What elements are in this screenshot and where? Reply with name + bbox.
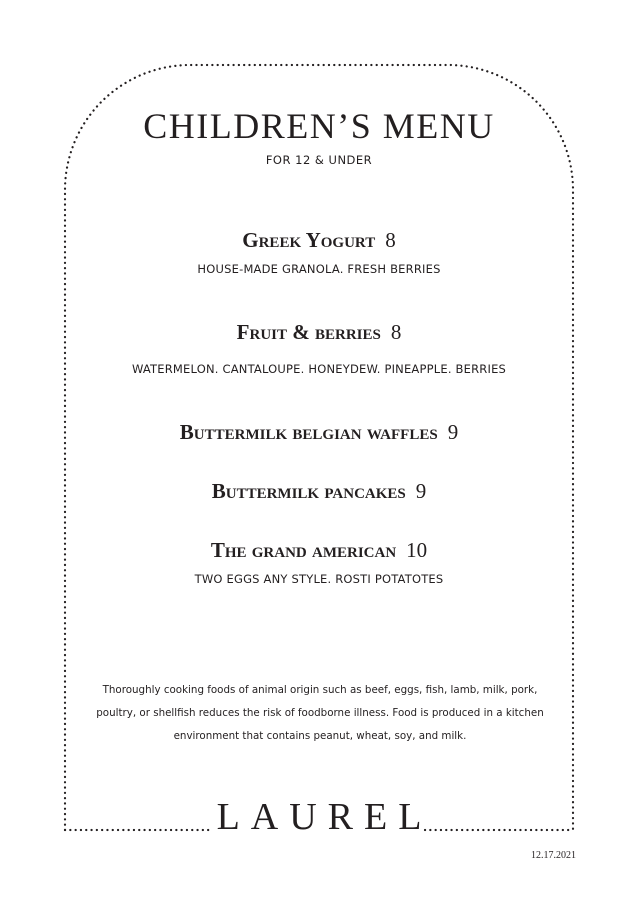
menu-item-name xyxy=(0,420,638,444)
item-name-label: The grand american xyxy=(210,538,397,562)
menu-item-name xyxy=(0,228,638,252)
item-name-label: Buttermilk belgian waffles xyxy=(179,420,438,444)
item-price: 8 xyxy=(385,228,396,252)
menu-item-name xyxy=(0,320,638,344)
item-price: 10 xyxy=(406,538,428,562)
item-name-label: Buttermilk pancakes xyxy=(211,479,406,503)
food-safety-disclaimer: Thoroughly cooking foods of animal origin such as beef, eggs, fish, lamb, milk, pork, poultry, or shellfish reduces the risk of foodborne illness. Food is produced in a kitchen environment that contains peanut, wheat, soy, and milk. xyxy=(96,684,544,742)
menu-title: CHILDREN’S MENU xyxy=(143,106,495,146)
item-price: 8 xyxy=(390,320,402,344)
item-price: 9 xyxy=(447,420,459,444)
item-name-label: Greek Yogurt xyxy=(242,228,376,252)
menu-item-description: HOUSE-MADE GRANOLA. FRESH BERRIES xyxy=(197,262,441,276)
menu-item-name xyxy=(0,479,638,503)
menu-item-name xyxy=(0,538,638,562)
brand-logo: LAUREL xyxy=(216,796,433,838)
menu-subtitle: FOR 12 & UNDER xyxy=(265,153,373,167)
item-name-label: Fruit & berries xyxy=(236,320,381,344)
menu-item-description: TWO EGGS ANY STYLE. ROSTI POTATOTES xyxy=(194,572,444,586)
menu-item-description: WATERMELON. CANTALOUPE. HONEYDEW. PINEAPPLE. BERRIES xyxy=(131,362,507,376)
item-price: 9 xyxy=(415,479,427,503)
menu-date: 12.17.2021 xyxy=(531,850,576,861)
